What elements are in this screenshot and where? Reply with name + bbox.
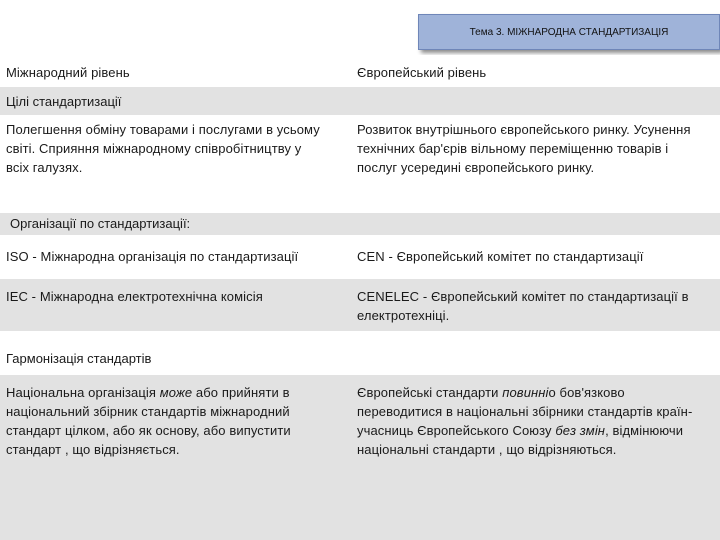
section-goals-header — [0, 87, 720, 115]
org-iso-text: ISO - Міжнародна організація по стандартизації — [6, 249, 299, 264]
org-iec-text: IEC - Міжнародна електротехнічна комісія — [6, 289, 263, 304]
topic-header — [418, 14, 720, 50]
organization-row-iso — [0, 235, 720, 279]
column-header-international: Міжнародний рівень — [6, 65, 130, 80]
comparison-table — [0, 55, 720, 540]
goals-european-text: Розвиток внутрішнього європейського ринку. Усунення технічних бар'єрів вільному переміщенню товарів і послуг усередині європейського ринку. — [357, 122, 691, 175]
harmonization-european-text: Європейські стандарти повинніо бов'язково переводитися в національні збірники стандартів країн-учасниць Європейського Союзу без змін, відмінюючи національні стандарти , що відрізняються. — [357, 385, 693, 457]
org-cenelec-text: CENELEC - Європейський комітет по стандартизації в електротехніці. — [357, 289, 689, 323]
section-organizations-header — [0, 213, 720, 235]
harmonization-row — [0, 375, 720, 540]
harmonization-international-text: Національна організація може або прийняти в національний збірник стандартів міжнародний стандарт цілком, або як основу, або випустити стандарт , що відрізняється. — [6, 385, 291, 457]
organization-row-iec — [0, 279, 720, 331]
column-header-european: Європейський рівень — [357, 65, 487, 80]
topic-title: Тема 3. МІЖНАРОДНА СТАНДАРТИЗАЦІЯ — [469, 26, 669, 38]
section-organizations-title: Організації по стандартизації: — [10, 216, 191, 231]
section-harmonization-header — [0, 331, 720, 375]
section-goals-title: Цілі стандартизації — [6, 94, 122, 109]
goals-international-text: Полегшення обміну товарами і послугами в усьому світі. Сприяння міжнародному співробітництву у всіх галузях. — [6, 122, 320, 175]
goals-row — [0, 115, 720, 213]
column-header-row — [0, 55, 720, 87]
org-cen-text: CEN - Європейський комітет по стандартизації — [357, 249, 644, 264]
section-harmonization-title: Гармонізація стандартів — [6, 351, 152, 366]
